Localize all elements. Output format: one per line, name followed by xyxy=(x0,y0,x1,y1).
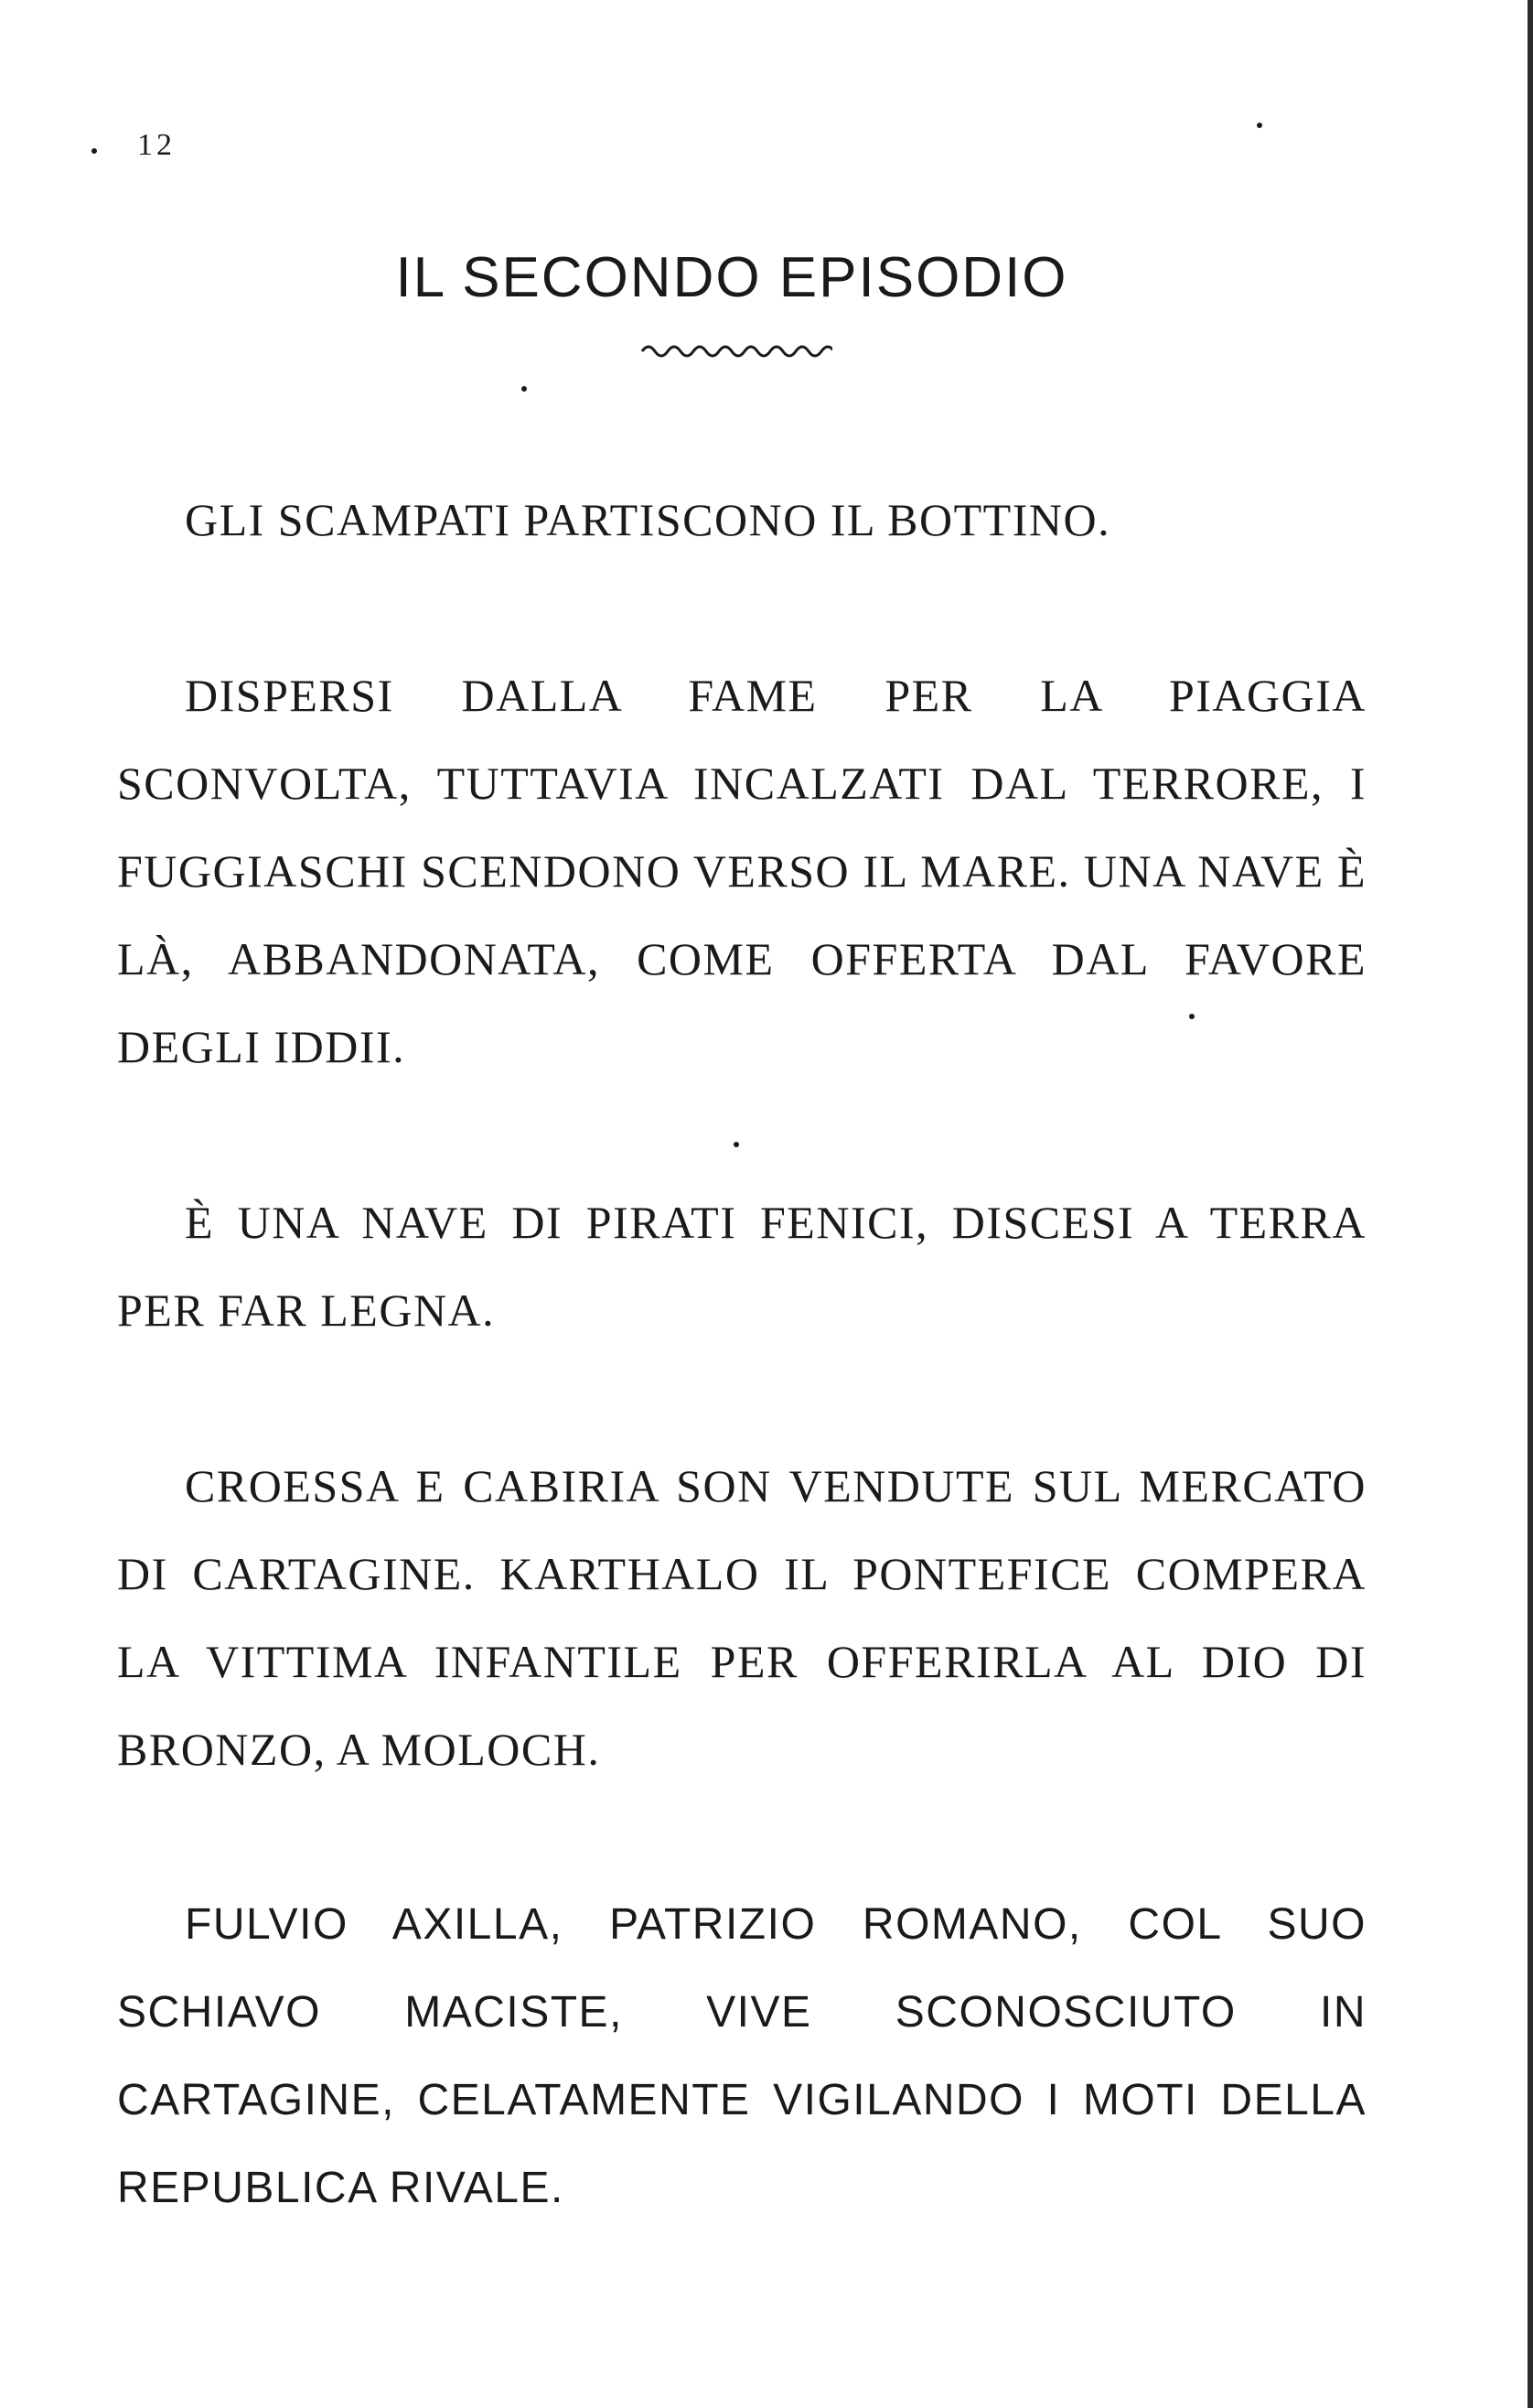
scan-speck xyxy=(91,148,97,154)
page-edge-border xyxy=(1528,0,1533,2408)
paragraph: DISPERSI DALLA FAME PER LA PIAGGIA SCONVOLTA, TUTTAVIA INCALZATI DAL TERRORE, I FUGGIASCHI SCENDONO VERSO IL MARE. UNA NAVE È LÀ, ABBANDONATA, COME OFFERTA DAL FAVORE DEGLI IDDII. xyxy=(117,670,1367,1072)
page-number: 12 xyxy=(137,128,176,162)
paragraph: CROESSA E CABIRIA SON VENDUTE SUL MERCATO DI CARTAGINE. KARTHALO IL PONTEFICE COMPERA LA VITTIMA INFANTILE PER OFFERIRLA AL DIO DI BRONZO, A MOLOCH. xyxy=(117,1460,1367,1775)
body-text xyxy=(117,476,1367,2320)
scan-speck xyxy=(521,386,527,392)
scan-speck xyxy=(1257,123,1262,128)
paragraph: GLI SCAMPATI PARTISCONO IL BOTTINO. xyxy=(185,494,1111,545)
paragraph: FULVIO AXILLA, PATRIZIO ROMANO, COL SUO SCHIAVO MACISTE, VIVE SCONOSCIUTO IN CARTAGINE, CELATAMENTE VIGILANDO I MOTI DELLA REPUBLICA RIVALE. xyxy=(117,1900,1367,2212)
paragraph: È UNA NAVE DI PIRATI FENICI, DISCESI A TERRA PER FAR LEGNA. xyxy=(117,1197,1367,1336)
chapter-title: IL SECONDO EPISODIO xyxy=(395,246,1068,309)
wavy-ornament-icon xyxy=(640,340,832,362)
